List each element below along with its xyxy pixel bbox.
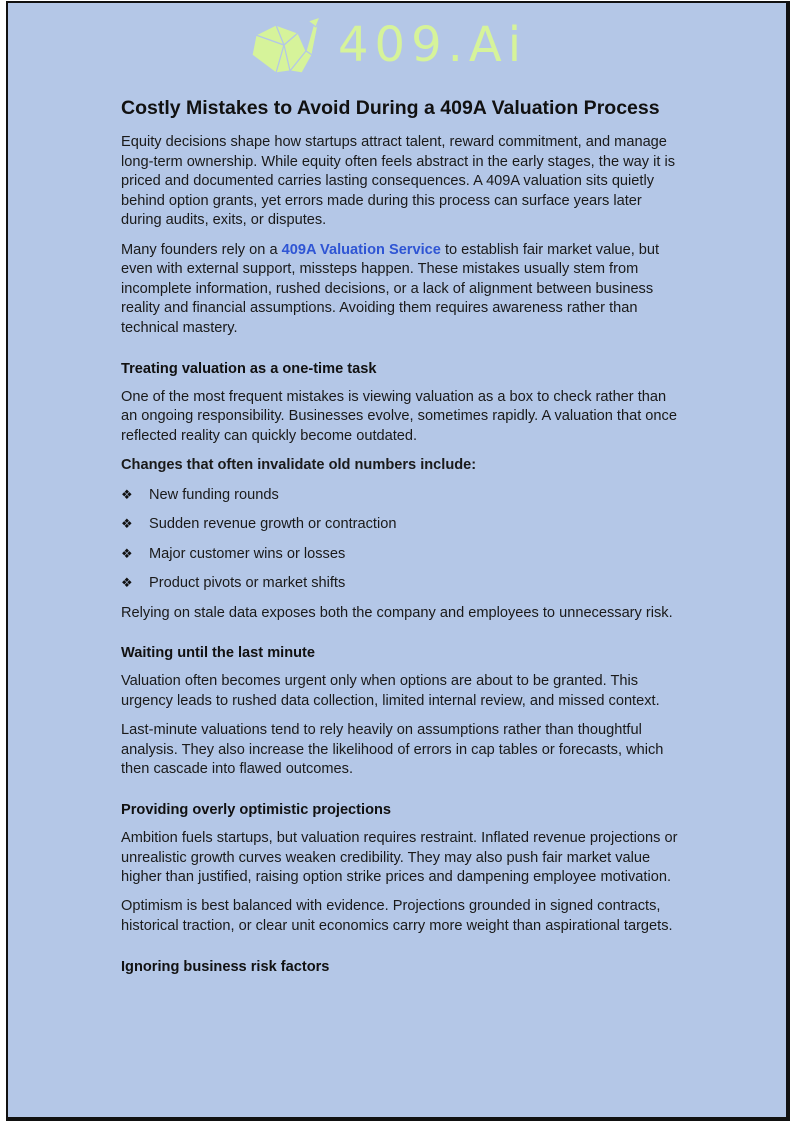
section-heading-last-minute: Waiting until the last minute [121, 645, 316, 662]
intro-p2-after: to establish fair market value, but even with external support, missteps happen. These mistakes usually stem from incomplete information, rushed decisions, or a lack of alignment between business reality and financial assumptions. Avoiding them requires awareness rather than technical mastery. [121, 241, 660, 336]
invalidating-changes-list [121, 486, 681, 594]
list-item-text: Product pivots or market shifts [149, 575, 346, 592]
list-item [121, 574, 681, 594]
section-heading-optimistic-projections: Providing overly optimistic projections [121, 802, 392, 819]
section2-paragraph-2: Last-minute valuations tend to rely heavily on assumptions rather than thoughtful analysis. They also increase the likelihood of errors in cap tables or forecasts, which then cascade into flawed outcomes. [121, 722, 664, 778]
list-item-text: New funding rounds [149, 486, 279, 503]
section2-paragraph-1: Valuation often becomes urgent only when options are about to be granted. This urgency leads to rushed data collection, limited internal review, and missed context. [121, 673, 660, 710]
brand-logo [246, 15, 546, 77]
brand-logo-text: 409.Ai [338, 17, 528, 73]
section1-paragraph-1: One of the most frequent mistakes is viewing valuation as a box to check rather than an ongoing responsibility. Businesses evolve, sometimes rapidly. A valuation that once reflected reality can quickly become outdated. [121, 388, 677, 444]
section3-paragraph-2: Optimism is best balanced with evidence. Projections grounded in signed contracts, historical traction, or clear unit economics carry more weight than aspirational targets. [121, 898, 673, 934]
article-body [121, 95, 681, 986]
diamond-bullet-icon: ❖ [121, 487, 133, 503]
diamond-bullet-icon: ❖ [121, 576, 133, 592]
intro-p2-before: Many founders rely on a [121, 241, 282, 258]
section-heading-risk-factors: Ignoring business risk factors [121, 958, 330, 975]
section-heading-one-time-task: Treating valuation as a one-time task [121, 360, 377, 377]
diamond-bullet-icon: ❖ [121, 517, 133, 533]
list-item [121, 545, 681, 565]
document-page [6, 1, 790, 1121]
article-title: Costly Mistakes to Avoid During a 409A Valuation Process [121, 97, 660, 119]
section1-paragraph-2: Relying on stale data exposes both the company and employees to unnecessary risk. [121, 604, 673, 621]
list-item [121, 515, 681, 535]
list-item-text: Sudden revenue growth or contraction [149, 516, 397, 533]
valuation-service-link[interactable]: 409A Valuation Service [281, 241, 441, 258]
section3-paragraph-1: Ambition fuels startups, but valuation requires restraint. Inflated revenue projections or unrealistic growth curves weaken credibility. They may also push fair market value higher than justified, raising option strike prices and dampening employee motivation. [121, 830, 678, 886]
list-item-text: Major customer wins or losses [149, 545, 346, 562]
intro-paragraph-1: Equity decisions shape how startups attract talent, reward commitment, and manage long-term ownership. While equity often feels abstract in the early stages, the way it is priced and documented carries lasting consequences. A 409A valuation sits quietly behind option grants, yet errors made during this process can surface years later during audits, exits, or disputes. [121, 134, 676, 229]
section1-subheading: Changes that often invalidate old numbers include: [121, 456, 477, 473]
origami-bird-icon [246, 15, 326, 77]
intro-paragraph-2 [121, 241, 681, 339]
diamond-bullet-icon: ❖ [121, 546, 133, 562]
list-item [121, 486, 681, 506]
